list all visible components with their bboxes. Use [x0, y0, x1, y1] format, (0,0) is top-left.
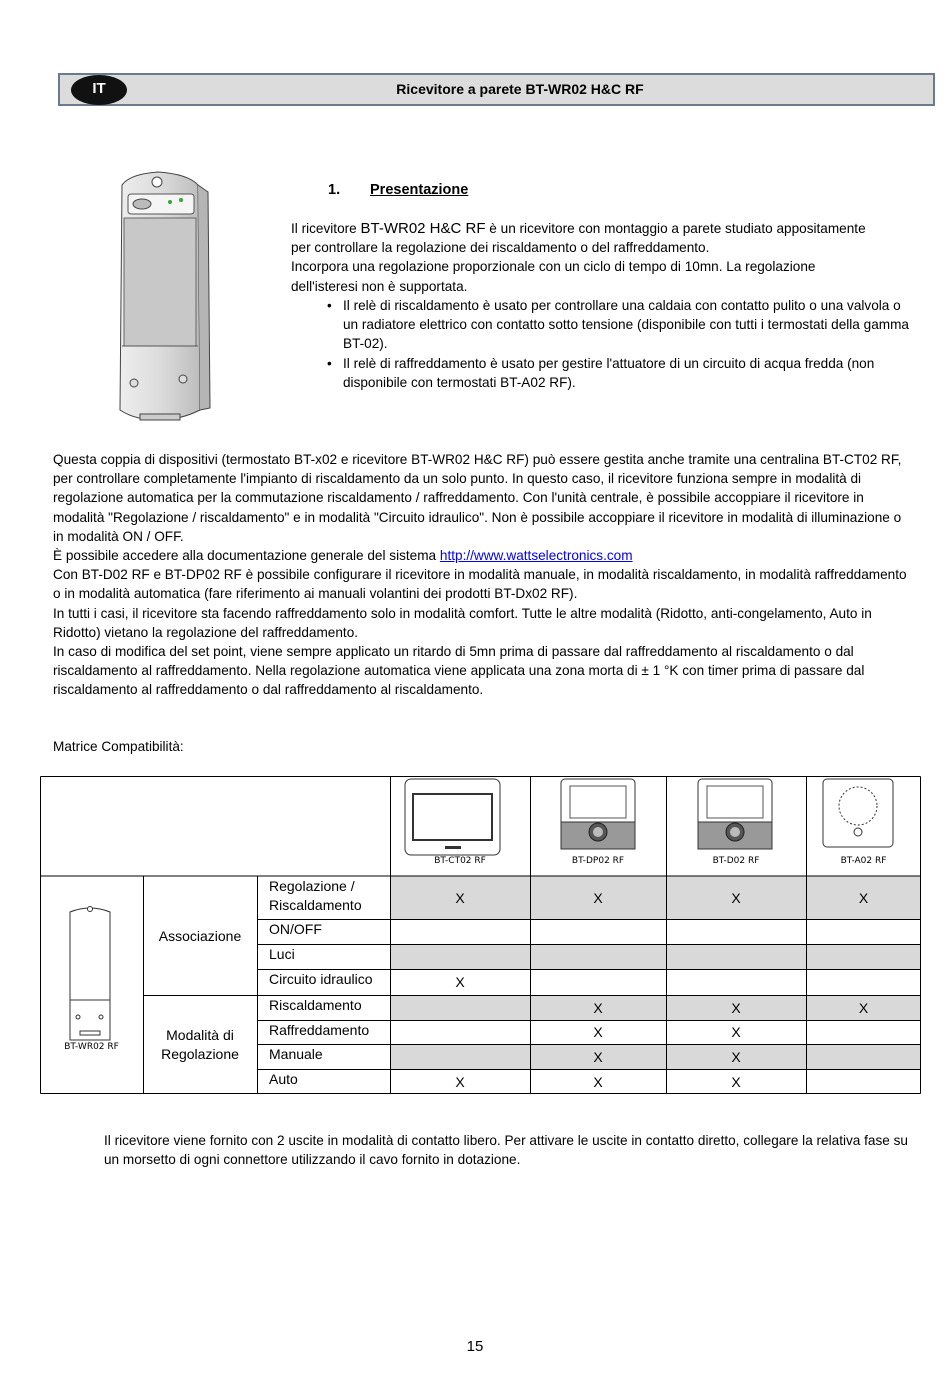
compatibility-mark: X	[593, 1073, 603, 1090]
row-label: Raffreddamento	[269, 1022, 370, 1038]
intro-text: è un ricevitore con montaggio a parete studiato appositamente	[485, 221, 866, 236]
product-name: BT-WR02 H&C RF	[360, 220, 486, 237]
compatibility-mark: X	[731, 1024, 741, 1040]
intro-text: Il ricevitore	[291, 221, 361, 236]
section-title: Presentazione	[370, 182, 469, 198]
row-label: Auto	[269, 1071, 298, 1087]
intro-line-3: Incorpora una regolazione proporzionale con un ciclo di tempo di 10mn. La regolazione	[291, 259, 816, 275]
matrix-cells	[40, 776, 921, 1094]
list-item: • Il relè di riscaldamento è usato per controllare una caldaia con contatto pulito o una valvola o un radiatore elettrico con contatto sotto tensione (disponibile con tutti i termostati della gamma BT-02).	[326, 296, 918, 354]
compatibility-mark: X	[593, 1048, 603, 1065]
row-label: Circuito idraulico	[269, 971, 373, 987]
receiver-device-image	[110, 170, 215, 425]
feature-list	[326, 296, 918, 392]
body-text	[53, 450, 913, 700]
page-number: 15	[466, 1338, 484, 1355]
row-label: Regolazione / Riscaldamento	[269, 878, 362, 913]
compatibility-mark: X	[731, 999, 741, 1016]
row-label: ON/OFF	[269, 921, 322, 937]
intro-line-4: dell'isteresi non è supportata.	[291, 278, 468, 294]
row-label: Riscaldamento	[269, 997, 362, 1013]
column-header-label: BT-CT02 RF	[434, 856, 486, 866]
compatibility-mark: X	[593, 999, 603, 1016]
row-label: Luci	[269, 946, 295, 962]
language-badge: IT	[71, 75, 127, 105]
compatibility-mark: X	[858, 889, 869, 906]
paragraph: In tutti i casi, il ricevitore sta facendo raffreddamento solo in modalità comfort. Tutte le altre modalità (Ridotto, anti-congelamento, Auto in Ridotto) vietano la regolazione del raffreddamento.	[53, 605, 872, 640]
paragraph: Questa coppia di dispositivi (termostato BT-x02 e ricevitore BT-WR02 H&C RF) può essere gestita anche tramite una centralina BT-CT02 RF, per controllare completamente l'impianto di riscaldamento da un solo punto. In questo caso, il ricevitore funziona sempre in modalità di regolazione automatica per la commutazione riscaldamento / raffreddamento. Con l'unità centrale, è possibile accoppiare il ricevitore in modalità "Regolazione / riscaldamento" e in modalità "Circuito idraulico". Non è possibile accoppiare il ricevitore in modalità di illuminazione o in modalità ON / OFF.	[53, 452, 902, 544]
compatibility-matrix	[40, 776, 921, 1094]
paragraph	[53, 546, 913, 565]
compatibility-mark: X	[593, 1024, 603, 1040]
section-heading	[328, 182, 468, 198]
column-header-label: BT-A02 RF	[840, 856, 887, 866]
footer-note: Il ricevitore viene fornito con 2 uscite in modalità di contatto libero. Per attivare le uscite in contatto diretto, collegare la relativa fase su un morsetto di ogni connettore utilizzando il cavo fornito in dotazione.	[104, 1133, 908, 1168]
paragraph: Con BT-D02 RF e BT-DP02 RF è possibile configurare il ricevitore in modalità manuale, in modalità riscaldamento, in modalità raffreddamento o in modalità automatica (fare riferimento ai manuali volantini dei prodotti BT-Dx02 RF).	[53, 567, 907, 602]
row-label: Manuale	[269, 1046, 323, 1062]
intro-paragraph	[291, 219, 916, 296]
receiver-label: BT-WR02 RF	[64, 1042, 119, 1052]
compatibility-mark: X	[455, 974, 465, 990]
document-title: Ricevitore a parete BT-WR02 H&C RF	[396, 81, 644, 97]
website-link[interactable]: http://www.wattselectronics.com	[439, 548, 633, 564]
paragraph: In caso di modifica del set point, viene sempre applicato un ritardo di 5mn prima di passare dal raffreddamento al riscaldamento o dal riscaldamento al raffreddamento. Nella regolazione automatica viene applicata una zona morta di ± 1 °K con timer prima di passare dal riscaldamento al raffreddamento o dal raffreddamento al riscaldamento.	[53, 644, 865, 698]
intro-line-1	[291, 219, 916, 238]
intro-line-2: per controllare la regolazione dei riscaldamento o del raffreddamento.	[291, 240, 710, 256]
compatibility-mark: X	[731, 1048, 741, 1065]
paragraph-text: È possibile accedere alla documentazione generale del sistema	[53, 548, 440, 564]
matrix-title: Matrice Compatibilità:	[53, 739, 184, 754]
group-label-regulation: Modalità di Regolazione	[161, 1026, 239, 1062]
column-header-label: BT-D02 RF	[712, 856, 760, 866]
compatibility-mark: X	[455, 889, 465, 906]
group-label-association: Associazione	[158, 927, 242, 944]
compatibility-mark: X	[731, 889, 741, 906]
list-item: • Il relè di raffreddamento è usato per gestire l'attuatore di un circuito di acqua fredda (non disponibile con termostati BT-A02 RF).	[326, 354, 918, 392]
compatibility-mark: X	[731, 1073, 741, 1090]
compatibility-mark: X	[593, 889, 603, 906]
compatibility-mark: X	[858, 999, 869, 1016]
column-header-label: BT-DP02 RF	[571, 856, 625, 866]
section-number: 1.	[328, 182, 341, 198]
compatibility-mark: X	[455, 1073, 465, 1090]
